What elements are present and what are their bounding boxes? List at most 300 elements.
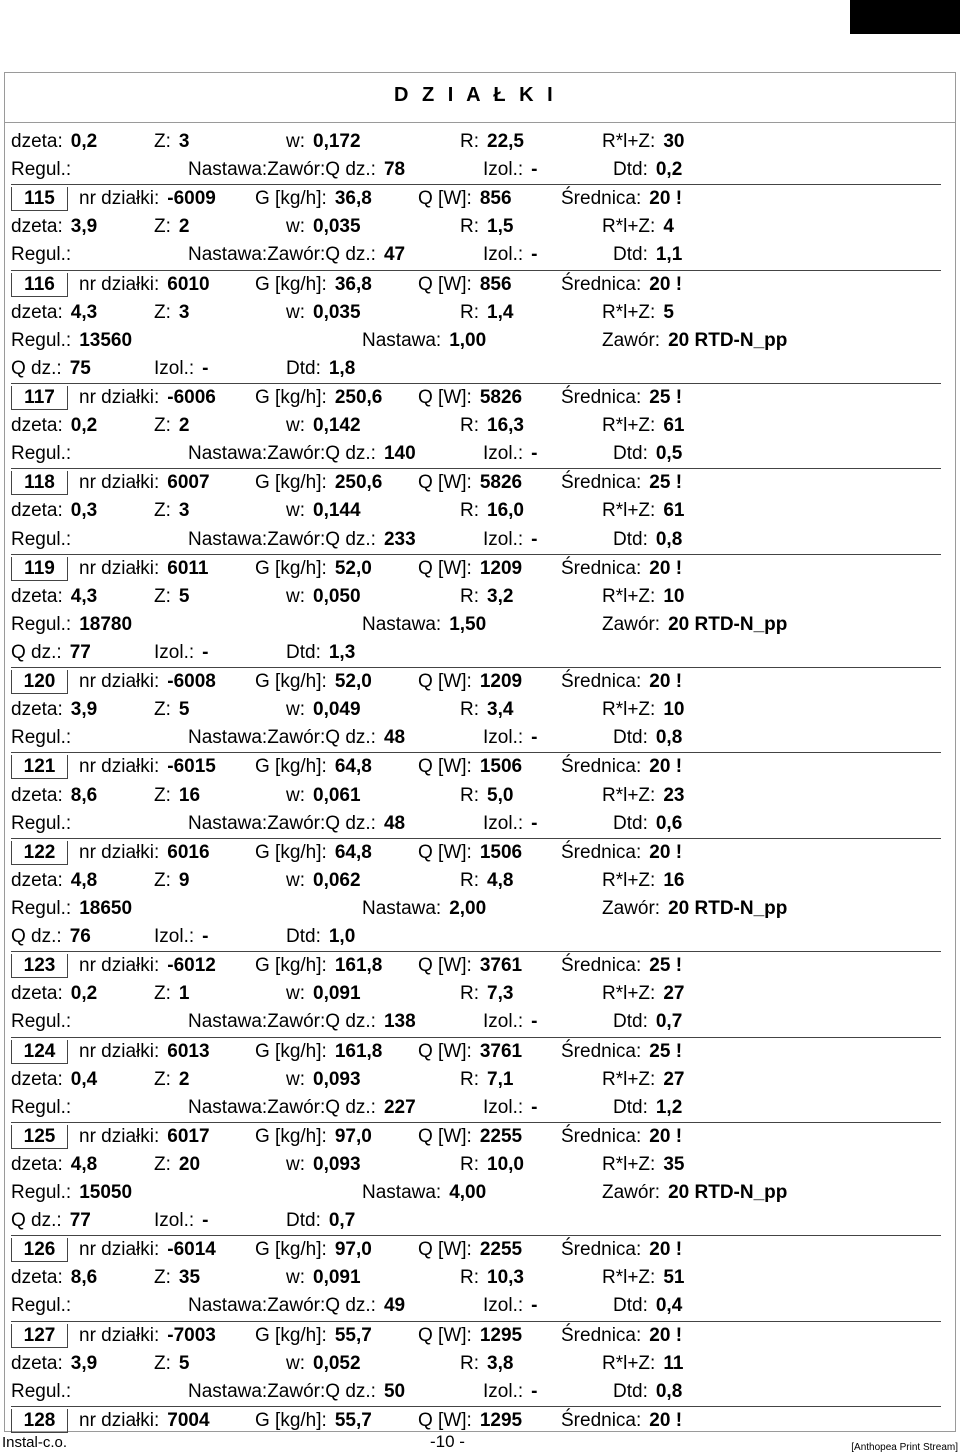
parcel-detail-row	[11, 1066, 941, 1094]
field-value: 20 !	[649, 1324, 683, 1346]
field-value: 2	[178, 216, 190, 238]
field-value: 18780	[79, 613, 133, 635]
field-nastawa-zawor-qdz	[188, 1292, 405, 1320]
field-label: Z:	[154, 216, 171, 238]
field-value: 15050	[79, 1182, 133, 1204]
field-value: 4,3	[70, 585, 98, 607]
field-label: w:	[286, 699, 305, 721]
field-value: 250,6	[334, 386, 383, 408]
field-value: -	[531, 812, 538, 834]
field-value: 0,4	[70, 1068, 98, 1090]
field-rlz	[602, 980, 684, 1008]
field-value: 64,8	[334, 756, 372, 778]
field-value: -	[531, 1380, 538, 1402]
parcel-header-row	[11, 1406, 941, 1435]
field-label: nr działki:	[79, 1239, 160, 1261]
field-g	[255, 384, 382, 412]
field-value: 7,3	[487, 983, 514, 1005]
field-qdz	[11, 923, 91, 951]
field-regul	[11, 1179, 132, 1207]
field-value: 0,8	[655, 1380, 683, 1402]
parcel-detail-row	[11, 583, 941, 611]
field-value: 1,1	[655, 244, 683, 266]
field-q	[418, 668, 522, 696]
field-label: nr działki:	[79, 557, 160, 579]
field-nastawa	[362, 895, 486, 923]
field-label: Średnica:	[561, 955, 642, 977]
field-value: -	[531, 528, 538, 550]
field-value: 5	[178, 585, 190, 607]
field-qdz	[11, 639, 91, 667]
field-value: 0,035	[313, 216, 361, 238]
field-label: Q [W]:	[418, 955, 472, 977]
field-value: 4,8	[70, 1153, 98, 1175]
field-label: Izol.:	[483, 1380, 524, 1402]
field-label: Regul.:	[11, 812, 72, 834]
field-nr-dzialki	[79, 1322, 216, 1350]
field-label: Nastawa:Zawór:Q dz.:	[188, 1011, 376, 1033]
field-label: Izol.:	[483, 244, 524, 266]
parcel-detail-row	[11, 639, 941, 667]
field-value: 856	[479, 188, 512, 210]
field-value: 2,00	[449, 897, 487, 919]
field-value: 1,00	[449, 329, 487, 351]
field-label: Z:	[154, 983, 171, 1005]
field-label: Dtd:	[613, 1096, 648, 1118]
field-value: 7,1	[487, 1068, 514, 1090]
parcel-id: 115	[11, 187, 68, 211]
field-rlz	[602, 1350, 683, 1378]
footer-print-stream: [Anthopea Print Stream]	[851, 1442, 958, 1453]
parcel-header-row	[11, 838, 941, 867]
field-label: w:	[286, 1068, 305, 1090]
field-label: Izol.:	[483, 443, 524, 465]
field-value: 27	[663, 983, 685, 1005]
field-label: dzeta:	[11, 699, 63, 721]
field-value: 138	[383, 1011, 416, 1033]
field-qdz	[11, 355, 91, 383]
field-value: 5826	[479, 386, 523, 408]
field-label: R:	[460, 415, 479, 437]
parcel-id: 125	[11, 1125, 68, 1149]
field-dzeta	[11, 782, 97, 810]
field-zawor	[602, 327, 787, 355]
field-label: Q [W]:	[418, 557, 472, 579]
field-label: Regul.:	[11, 244, 72, 266]
field-label: w:	[286, 500, 305, 522]
field-rlz	[602, 1066, 684, 1094]
field-dtd	[613, 1008, 682, 1036]
field-value: 5	[663, 301, 674, 323]
field-label: dzeta:	[11, 1153, 63, 1175]
field-value: 2	[178, 1068, 190, 1090]
field-izol	[154, 923, 208, 951]
field-rlz	[602, 213, 674, 241]
parcel-detail-row	[11, 241, 941, 269]
field-label: Zawór:	[602, 1182, 661, 1204]
field-label: Nastawa:Zawór:Q dz.:	[188, 159, 376, 181]
field-zawor	[602, 611, 787, 639]
parcel-header-row	[11, 667, 941, 696]
field-label: w:	[286, 415, 305, 437]
field-w	[286, 1350, 361, 1378]
parcel-header-row	[11, 1235, 941, 1264]
field-rlz	[602, 1151, 684, 1179]
field-dzeta	[11, 412, 97, 440]
field-srednica	[561, 555, 682, 583]
field-w	[286, 1151, 361, 1179]
parcel-detail-row	[11, 696, 941, 724]
field-value: 1,4	[487, 301, 514, 323]
field-label: Q [W]:	[418, 1040, 472, 1062]
parcel-detail-row	[11, 1264, 941, 1292]
field-value: 18650	[79, 897, 133, 919]
field-w	[286, 213, 361, 241]
field-g	[255, 1123, 372, 1151]
field-value: 1,8	[328, 357, 356, 379]
field-label: Q [W]:	[418, 1409, 472, 1431]
field-dzeta	[11, 299, 97, 327]
field-label: dzeta:	[11, 869, 63, 891]
parcel-header-row	[11, 270, 941, 299]
field-nastawa-zawor-qdz	[188, 810, 405, 838]
field-label: R:	[460, 1352, 479, 1374]
field-label: Q [W]:	[418, 756, 472, 778]
field-value: 3,9	[70, 1352, 98, 1374]
parcel-detail-row	[11, 782, 941, 810]
field-value: 0,091	[313, 983, 361, 1005]
field-value: 4,8	[70, 869, 98, 891]
field-label: Q [W]:	[418, 1239, 472, 1261]
field-nastawa-zawor-qdz	[188, 440, 416, 468]
field-label: Średnica:	[561, 472, 642, 494]
field-value: 6013	[167, 1040, 210, 1062]
field-label: G [kg/h]:	[255, 841, 327, 863]
field-value: 227	[383, 1096, 416, 1118]
title-separator	[4, 122, 956, 123]
field-label: Nastawa:Zawór:Q dz.:	[188, 727, 376, 749]
parcel-detail-row	[11, 213, 941, 241]
field-q	[418, 839, 522, 867]
field-srednica	[561, 1038, 682, 1066]
field-q	[418, 384, 522, 412]
field-label: Regul.:	[11, 897, 72, 919]
field-r	[460, 867, 513, 895]
field-dtd	[613, 724, 682, 752]
field-value: 3,2	[487, 585, 514, 607]
field-value: 3,9	[70, 216, 98, 238]
field-label: Izol.:	[154, 357, 195, 379]
field-w	[286, 1066, 361, 1094]
field-label: w:	[286, 1352, 305, 1374]
field-label: Nastawa:	[362, 897, 442, 919]
field-label: Izol.:	[483, 727, 524, 749]
field-label: G [kg/h]:	[255, 1040, 327, 1062]
field-label: Q [W]:	[418, 671, 472, 693]
field-value: 52,0	[334, 671, 372, 693]
field-value: 5	[178, 699, 190, 721]
field-q	[418, 271, 512, 299]
field-value: 0,7	[655, 1011, 683, 1033]
field-value: 140	[383, 443, 416, 465]
parcel-header-row	[11, 554, 941, 583]
field-dzeta	[11, 1350, 97, 1378]
parcel-header-row	[11, 1122, 941, 1151]
field-value: 61	[663, 500, 685, 522]
field-label: Nastawa:Zawór:Q dz.:	[188, 443, 376, 465]
field-label: Z:	[154, 699, 171, 721]
field-label: Dtd:	[613, 1011, 648, 1033]
field-label: nr działki:	[79, 1409, 160, 1431]
field-nr-dzialki	[79, 185, 216, 213]
field-label: Zawór:	[602, 897, 661, 919]
field-label: Średnica:	[561, 756, 642, 778]
field-label: R*l+Z:	[602, 131, 656, 152]
field-r	[460, 128, 524, 156]
field-value: 10	[663, 699, 685, 721]
field-label: Z:	[154, 869, 171, 891]
field-value: 1,3	[328, 641, 356, 663]
parcel-header-row	[11, 468, 941, 497]
field-zawor	[602, 895, 787, 923]
field-value: 1295	[479, 1324, 523, 1346]
field-label: Z:	[154, 131, 171, 152]
field-value: 55,7	[334, 1409, 372, 1431]
field-value: 76	[69, 926, 91, 948]
field-label: Regul.:	[11, 443, 72, 465]
field-label: G [kg/h]:	[255, 1409, 327, 1431]
field-label: Średnica:	[561, 1125, 642, 1147]
field-label: Średnica:	[561, 1239, 642, 1261]
field-value: 16,3	[487, 415, 524, 437]
field-value: 4	[663, 216, 674, 238]
parcel-id: 118	[11, 471, 68, 495]
field-label: Q [W]:	[418, 841, 472, 863]
field-label: Nastawa:Zawór:Q dz.:	[188, 1380, 376, 1402]
field-value: 0,2	[70, 131, 98, 152]
field-label: Q dz.:	[11, 357, 62, 379]
field-label: nr działki:	[79, 188, 160, 210]
field-label: nr działki:	[79, 756, 160, 778]
field-q	[418, 1236, 522, 1264]
field-dtd	[286, 1207, 355, 1235]
field-value: 233	[383, 528, 416, 550]
field-srednica	[561, 384, 682, 412]
field-w	[286, 867, 361, 895]
field-r	[460, 1066, 513, 1094]
field-label: Z:	[154, 585, 171, 607]
field-value: 0,091	[313, 1267, 361, 1289]
parcel-header-row	[11, 383, 941, 412]
field-z	[154, 1264, 200, 1292]
field-label: Regul.:	[11, 329, 72, 351]
field-value: 35	[663, 1153, 685, 1175]
field-label: Dtd:	[613, 244, 648, 266]
field-value: -	[531, 159, 538, 181]
field-value: 0,4	[655, 1295, 683, 1317]
field-value: 20 !	[649, 671, 683, 693]
field-value: 9	[178, 869, 190, 891]
field-label: Q dz.:	[11, 1210, 62, 1232]
field-label: Regul.:	[11, 1295, 72, 1317]
field-label: Średnica:	[561, 386, 642, 408]
field-z	[154, 1350, 189, 1378]
field-nr-dzialki	[79, 1038, 210, 1066]
parcel-detail-row	[11, 526, 941, 554]
field-regul	[11, 327, 132, 355]
field-value: 49	[383, 1295, 406, 1317]
field-label: R*l+Z:	[602, 1068, 656, 1090]
field-value: 25 !	[649, 472, 683, 494]
field-regul	[11, 1378, 71, 1406]
field-srednica	[561, 668, 682, 696]
field-value: 20 !	[649, 1409, 683, 1431]
field-label: Nastawa:Zawór:Q dz.:	[188, 528, 376, 550]
field-label: Regul.:	[11, 1096, 72, 1118]
field-label: Izol.:	[483, 812, 524, 834]
field-value: -6014	[167, 1239, 216, 1261]
field-dtd	[286, 355, 355, 383]
field-r	[460, 412, 524, 440]
field-value: 6016	[167, 841, 210, 863]
field-label: R:	[460, 131, 479, 152]
parcel-id: 122	[11, 841, 68, 865]
field-value: 0,050	[313, 585, 361, 607]
field-label: Średnica:	[561, 1040, 642, 1062]
field-label: dzeta:	[11, 585, 63, 607]
field-label: Nastawa:	[362, 613, 442, 635]
field-value: 27	[663, 1068, 685, 1090]
field-srednica	[561, 839, 682, 867]
field-rlz	[602, 128, 684, 156]
field-label: w:	[286, 131, 305, 152]
parcel-header-row	[11, 184, 941, 213]
field-g	[255, 469, 382, 497]
field-label: Dtd:	[613, 1380, 648, 1402]
field-label: Izol.:	[483, 528, 524, 550]
field-value: 0,052	[313, 1352, 361, 1374]
field-label: Zawór:	[602, 329, 661, 351]
parcel-detail-row	[11, 895, 941, 923]
field-dzeta	[11, 1066, 97, 1094]
field-r	[460, 1264, 524, 1292]
field-value: 77	[69, 1210, 91, 1232]
field-g	[255, 668, 372, 696]
field-label: R:	[460, 784, 479, 806]
field-label: Q dz.:	[11, 926, 62, 948]
field-izol	[483, 724, 537, 752]
field-nastawa-zawor-qdz	[188, 724, 405, 752]
field-izol	[483, 1008, 537, 1036]
field-nr-dzialki	[79, 753, 216, 781]
field-value: 1,2	[655, 1096, 683, 1118]
field-label: w:	[286, 1267, 305, 1289]
field-value: 0,093	[313, 1068, 361, 1090]
field-label: R:	[460, 983, 479, 1005]
field-label: Q [W]:	[418, 1324, 472, 1346]
field-value: -6008	[167, 671, 216, 693]
field-qdz	[11, 1207, 91, 1235]
field-g	[255, 1236, 372, 1264]
field-value: 6010	[167, 273, 210, 295]
field-srednica	[561, 1407, 682, 1435]
field-value: 2255	[479, 1239, 523, 1261]
field-label: dzeta:	[11, 1267, 63, 1289]
field-dtd	[286, 923, 355, 951]
field-regul	[11, 440, 71, 468]
field-label: Q [W]:	[418, 1125, 472, 1147]
field-label: Regul.:	[11, 1380, 72, 1402]
parcel-header-row	[11, 752, 941, 781]
field-value: 4,00	[449, 1182, 487, 1204]
field-nastawa-zawor-qdz	[188, 1008, 416, 1036]
field-label: Nastawa:	[362, 1182, 442, 1204]
field-dtd	[613, 810, 682, 838]
field-label: R*l+Z:	[602, 1267, 656, 1289]
field-srednica	[561, 1322, 682, 1350]
parcel-header-row	[11, 1037, 941, 1066]
field-dzeta	[11, 583, 97, 611]
field-value: 0,2	[70, 983, 98, 1005]
field-value: 61	[663, 415, 685, 437]
field-label: R*l+Z:	[602, 216, 656, 238]
field-value: 36,8	[334, 273, 372, 295]
field-label: Q dz.:	[11, 641, 62, 663]
field-label: R*l+Z:	[602, 699, 656, 721]
field-value: 0,172	[313, 131, 361, 152]
field-value: -	[531, 727, 538, 749]
parcel-header-row	[11, 951, 941, 980]
field-label: Dtd:	[613, 812, 648, 834]
field-value: 20 !	[649, 188, 683, 210]
field-q	[418, 753, 522, 781]
field-label: Dtd:	[613, 528, 648, 550]
field-g	[255, 952, 382, 980]
field-label: G [kg/h]:	[255, 671, 327, 693]
field-label: dzeta:	[11, 1068, 63, 1090]
parcel-detail-row	[11, 611, 941, 639]
field-label: Nastawa:Zawór:Q dz.:	[188, 1295, 376, 1317]
field-label: G [kg/h]:	[255, 756, 327, 778]
field-label: Średnica:	[561, 188, 642, 210]
field-label: Q [W]:	[418, 386, 472, 408]
field-label: R*l+Z:	[602, 784, 656, 806]
field-dzeta	[11, 696, 97, 724]
field-label: w:	[286, 585, 305, 607]
parcel-id: 121	[11, 755, 68, 779]
field-rlz	[602, 867, 684, 895]
field-label: Dtd:	[613, 159, 648, 181]
field-nastawa-zawor-qdz	[188, 241, 405, 269]
field-label: G [kg/h]:	[255, 557, 327, 579]
field-r	[460, 1350, 513, 1378]
field-label: nr działki:	[79, 472, 160, 494]
parcel-detail-row	[11, 1207, 941, 1235]
field-g	[255, 555, 372, 583]
field-dtd	[613, 1094, 682, 1122]
field-value: -	[531, 443, 538, 465]
field-value: 3761	[479, 1040, 523, 1062]
field-label: R:	[460, 301, 479, 323]
field-value: -	[202, 926, 209, 948]
field-value: -	[202, 357, 209, 379]
parcel-detail-row	[11, 1350, 941, 1378]
field-value: 3,4	[487, 699, 514, 721]
corner-black-block	[850, 0, 960, 34]
field-z	[154, 1066, 189, 1094]
field-nr-dzialki	[79, 469, 210, 497]
field-value: 0,5	[655, 443, 683, 465]
